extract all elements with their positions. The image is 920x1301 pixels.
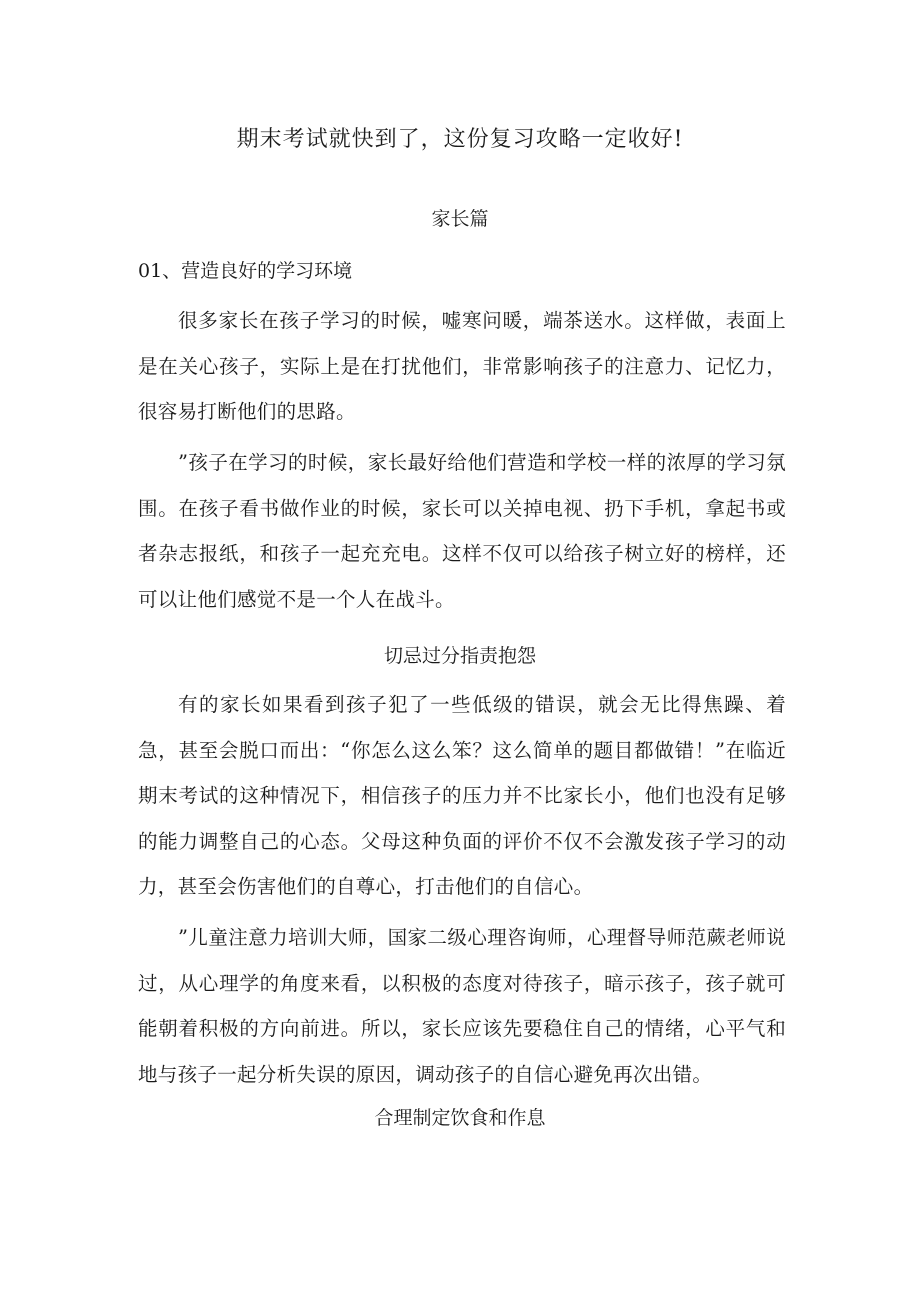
subheading-diet-schedule: 合理制定饮食和作息 [374, 1107, 546, 1129]
subheading-avoid-blame: 切忌过分指责抱怨 [383, 645, 536, 667]
paragraph-2: ”孩子在学习的时候，家长最好给他们营造和学校一样的浓厚的学习氛围。在孩子看书做作业的时候，家长可以关掉电视、扔下手机，拿起书或者杂志报纸，和孩子一起充充电。这样不仅可以给孩子树立好的榜样，还可以让他们感觉不是一个人在战斗。 [138, 451, 786, 611]
section-title: 家长篇 [431, 208, 489, 230]
paragraph-3: 有的家长如果看到孩子犯了一些低级的错误，就会无比得焦躁、着急，甚至会脱口而出：“你怎么这么笨？这么简单的题目都做错！”在临近期末考试的这种情况下，相信孩子的压力并不比家长小，他们也没有足够的能力调整自己的心态。父母这种负面的评价不仅不会激发孩子学习的动力，甚至会伤害他们的自尊心，打击他们的自信心。 [138, 693, 786, 898]
paragraph-1: 很多家长在孩子学习的时候，嘘寒问暖，端茶送水。这样做，表面上是在关心孩子，实际上是在打扰他们，非常影响孩子的注意力、记忆力，很容易打断他们的思路。 [138, 309, 786, 423]
heading-01: 01、营造良好的学习环境 [138, 260, 353, 282]
paragraph-4: ”儿童注意力培训大师，国家二级心理咨询师，心理督导师范蕨老师说过，从心理学的角度来看，以积极的态度对待孩子，暗示孩子，孩子就可能朝着积极的方向前进。所以，家长应该先要稳住自己的情绪，心平气和地与孩子一起分析失误的原因，调动孩子的自信心避免再次出错。 [138, 926, 786, 1086]
document-title: 期末考试就快到了，这份复习攻略一定收好! [236, 127, 684, 152]
